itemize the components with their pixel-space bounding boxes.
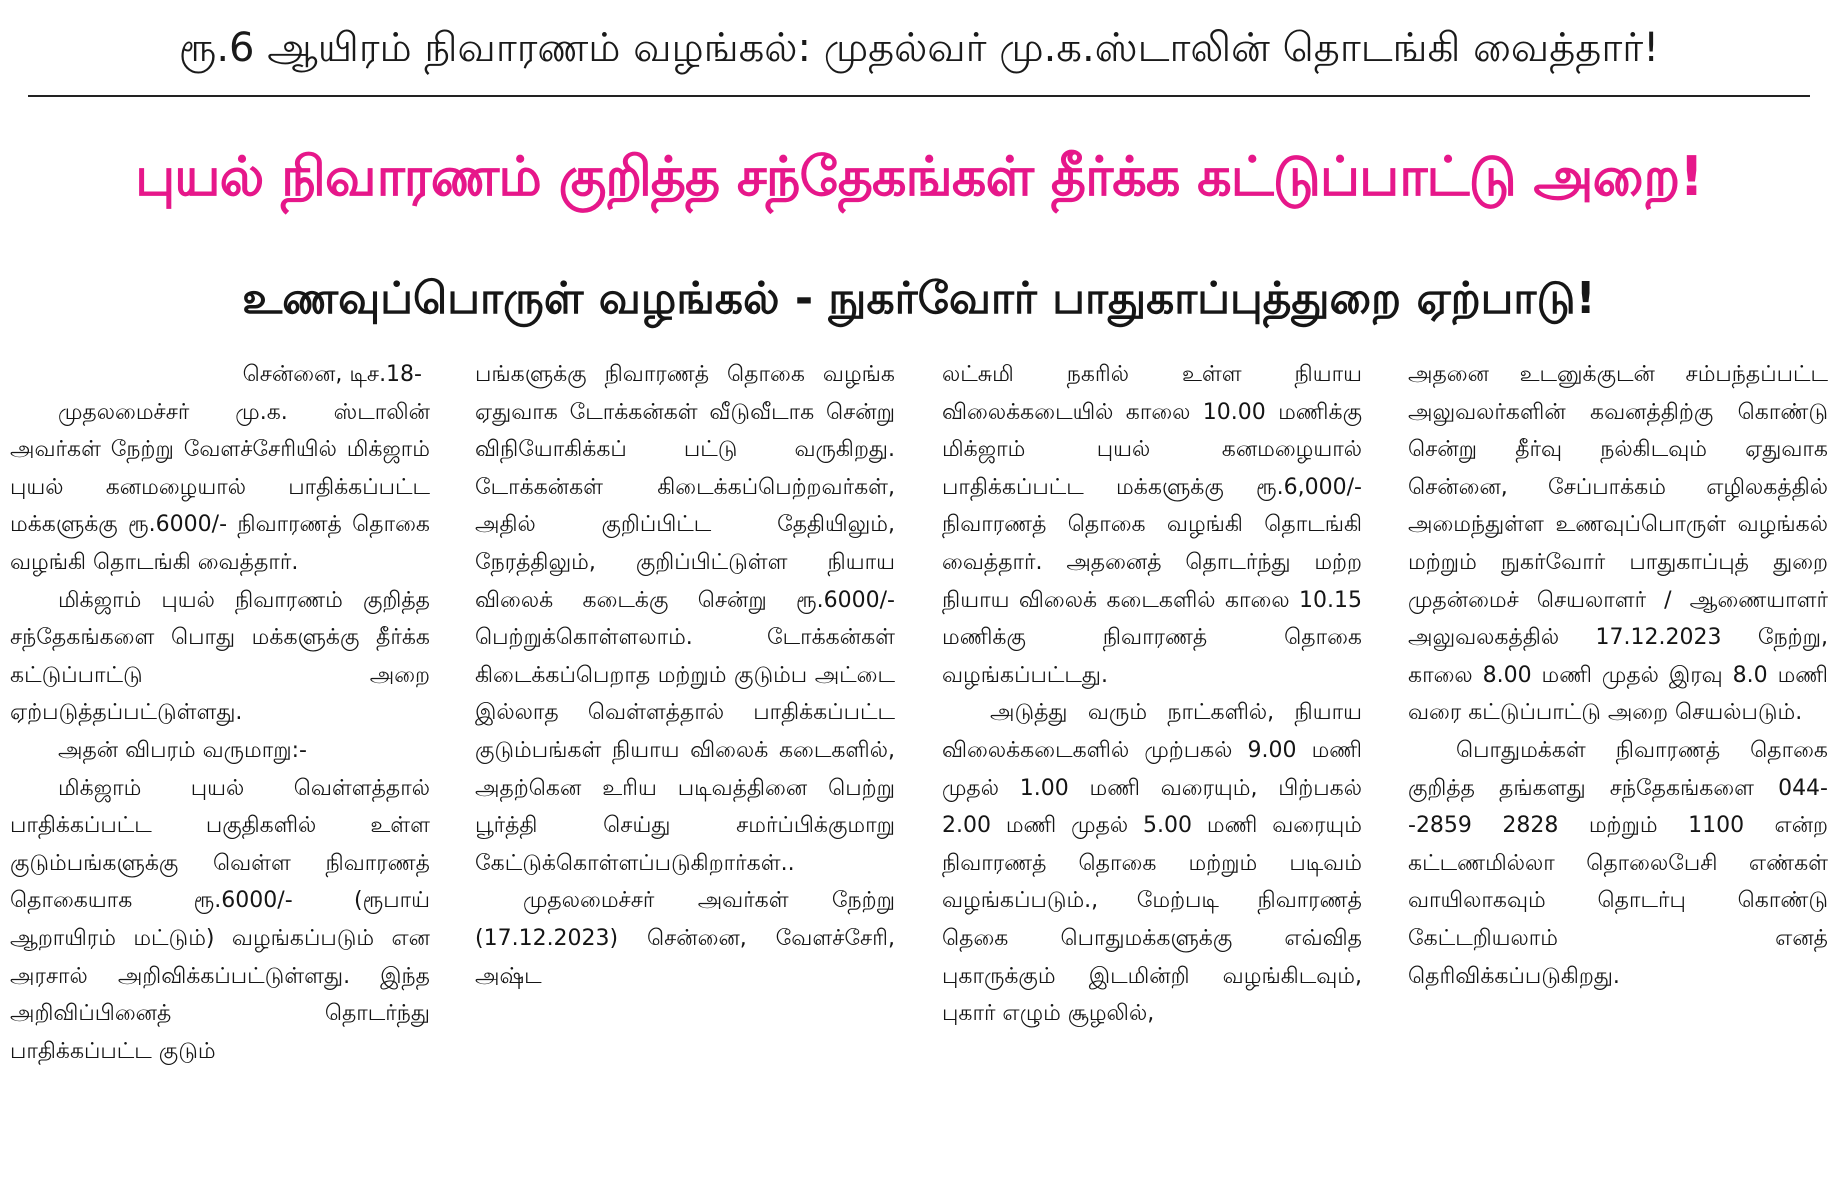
article-paragraph: அதனை உடனுக்குடன் சம்பந்தப்பட்ட அலுவலர்களின் கவனத்திற்கு கொண்டு சென்று தீர்வு நல்கிடவும் ஏதுவாக சென்னை, சேப்பாக்கம் எழிலகத்தில் அமைந்துள்ள உணவுப்பொருள் வழங்கல் மற்றும் நுகர்வோர் பாதுகாப்புத் துறை முதன்மைச் செயலாளர் / ஆணையாளர் அலுவலகத்தில் 17.12.2023 நேற்று, காலை 8.00 மணி முதல் இரவு 8.0 மணி வரை கட்டுப்பாட்டு அறை செயல்படும். [1408,362,1828,726]
article-paragraph: முதலமைச்சர் அவர்கள் நேற்று (17.12.2023) சென்னை, வேளச்சேரி, அஷ்ட [475,888,895,989]
article-paragraph: அடுத்து வரும் நாட்களில், நியாய விலைக்கடைகளில் முற்பகல் 9.00 மணி முதல் 1.00 மணி வரையும், பிற்பகல் 2.00 மணி முதல் 5.00 மணி வரையும் நிவாரணத் தொகை மற்றும் படிவம் வழங்கப்படும்., மேற்படி நிவாரணத் தெகை பொதுமக்களுக்கு எவ்வித புகாருக்கும் இடமின்றி வழங்கிடவும், புகார் எழும் சூழலில், [942,700,1362,1027]
article-column-4 [1408,356,1828,1186]
main-headline: புயல் நிவாரணம் குறித்த சந்தேகங்கள் தீர்க்க கட்டுப்பாட்டு அறை! [135,145,1703,208]
article-paragraph: மிக்ஜாம் புயல் வெள்ளத்தால் பாதிக்கப்பட்ட பகுதிகளில் உள்ள குடும்பங்களுக்கு வெள்ள நிவாரணத் தொகையாக ரூ.6000/- (ரூபாய் ஆறாயிரம் மட்டும்) வழங்கப்படும் என அரசால் அறிவிக்கப்பட்டுள்ளது. இந்த அறிவிப்பினைத் தொடர்ந்து பாதிக்கப்பட்ட குடும் [10,775,430,1064]
article-column-2 [475,356,895,1186]
dateline: சென்னை, டிச.18- [242,362,422,387]
article-paragraph: அதன் விபரம் வருமாறு:- [58,737,307,763]
kicker-headline: ரூ.6 ஆயிரம் நிவாரணம் வழங்கல்: முதல்வர் மு.க.ஸ்டாலின் தொடங்கி வைத்தார்! [178,25,1660,71]
divider-rule [28,95,1810,97]
article-column-3 [942,356,1362,1186]
article-paragraph: முதலமைச்சர் மு.க. ஸ்டாலின் அவர்கள் நேற்று வேளச்சேரியில் மிக்ஜாம் புயல் கனமழையால் பாதிக்கப்பட்ட மக்களுக்கு ரூ.6000/- நிவாரணத் தொகை வழங்கி தொடங்கி வைத்தார். [10,399,430,575]
article-paragraph: பங்களுக்கு நிவாரணத் தொகை வழங்க ஏதுவாக டோக்கன்கள் வீடுவீடாக சென்று விநியோகிக்கப் பட்டு வருகிறது. டோக்கன்கள் கிடைக்கப்பெற்றவர்கள், அதில் குறிப்பிட்ட தேதியிலும், நேரத்திலும், குறிப்பிட்டுள்ள நியாய விலைக் கடைக்கு சென்று ரூ.6000/- பெற்றுக்கொள்ளலாம். டோக்கன்கள் கிடைக்கப்பெறாத மற்றும் குடும்ப அட்டை இல்லாத வெள்ளத்தால் பாதிக்கப்பட்ட குடும்பங்கள் நியாய விலைக் கடைகளில், அதற்கென உரிய படிவத்தினை பெற்று பூர்த்தி செய்து சமர்ப்பிக்குமாறு கேட்டுக்கொள்ளப்படுகிறார்கள்.. [475,362,895,876]
article-column-1 [10,356,430,1186]
article-paragraph: லட்சுமி நகரில் உள்ள நியாய விலைக்கடையில் காலை 10.00 மணிக்கு மிக்ஜாம் புயல் கனமழையால் பாதிக்கப்பட்ட மக்களுக்கு ரூ.6,000/- நிவாரணத் தொகை வழங்கி தொடங்கி வைத்தார். அதனைத் தொடர்ந்து மற்ற நியாய விலைக் கடைகளில் காலை 10.15 மணிக்கு நிவாரணத் தொகை வழங்கப்பட்டது. [942,362,1362,688]
article-paragraph: மிக்ஜாம் புயல் நிவாரணம் குறித்த சந்தேகங்களை பொது மக்களுக்கு தீர்க்க கட்டுப்பாட்டு அறை ஏற்படுத்தப்பட்டுள்ளது. [10,587,430,726]
sub-headline: உணவுப்பொருள் வழங்கல் - நுகர்வோர் பாதுகாப்புத்துறை ஏற்பாடு! [242,273,1596,324]
article-body [10,356,1828,1186]
article-paragraph: பொதுமக்கள் நிவாரணத் தொகை குறித்த தங்களது சந்தேகங்களை 044--2859 2828 மற்றும் 1100 என்ற கட்டணமில்லா தொலைபேசி எண்கள் வாயிலாகவும் தொடர்பு கொண்டு கேட்டறியலாம் எனத் தெரிவிக்கப்படுகிறது. [1408,737,1828,989]
